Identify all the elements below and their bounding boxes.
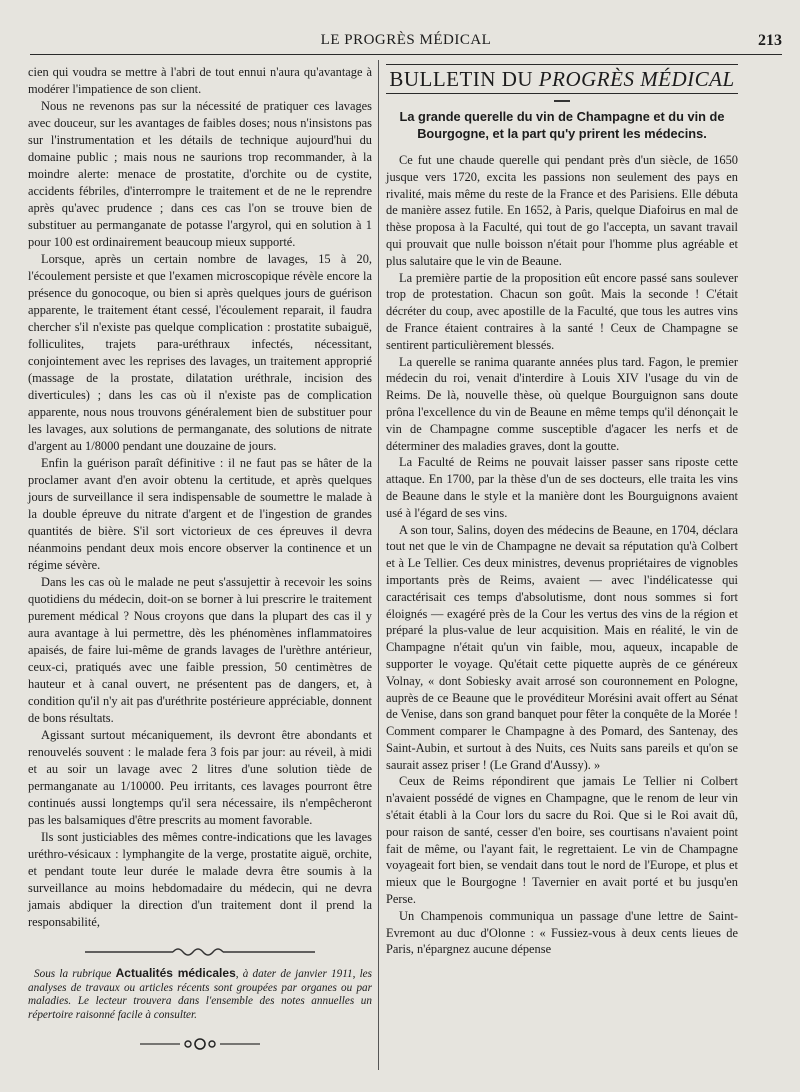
page-header (30, 32, 782, 55)
paragraph: La première partie de la proposition eût encore passé sans soulever trop de protestation. Chacun son goût. Mais la seconde ! C'était décréter du coup, avec apostille de la Faculté, que tous les autres vins de France étaient contraires à la santé ! Ceux de Champagne se sentirent particulièrement blessés. (386, 270, 738, 352)
wave-ornament-icon (85, 945, 315, 959)
bulletin-heading (386, 64, 738, 94)
paragraph: Ils sont justiciables des mêmes contre-indications que les lavages uréthro-vésicaux : lymphangite de la verge, prostatite aiguë, orchite, et pendant toute leur durée le malade devra être soumis à la surveillance au moins hebdomadaire du médecin, qui ne devra jamais abdiquer la direction d'un traitement dont il prend la responsabilité, (28, 830, 372, 929)
paragraph: Agissant surtout mécaniquement, ils devront être abondants et renouvelés souvent : le malade fera 3 fois par jour: au réveil, à midi et au soir un lavage avec 2 litres d'une solution tiède de permanganate au 1/10000. Peu irritants, ces lavages pourront être continués aussi longtemps qu'il sera nécessaire, ils n'empêcheront pas les balsamiques d'être prescrits au moment favorable. (28, 728, 372, 827)
paragraph: La querelle se ranima quarante années plus tard. Fagon, le premier médecin du roi, venait d'interdire à Louis XIV l'usage du vin de Reims. De là, nouvelle thèse, où quelque Bourguignon sans doute prôna l'excellence du vin de Beaune en même temps qu'il dénonçait le vin de Champagne comme susceptible d'agacer les nerfs et de déterminer des maladies graves, dont la goutte. (386, 354, 738, 453)
floral-ornament-icon (140, 1036, 260, 1052)
editorial-note (28, 967, 372, 1022)
paragraph: La Faculté de Reims ne pouvait laisser passer sans riposte cette attaque. En 1700, par la thèse d'un de ses docteurs, elle traita les vins de Beaune dans le style et la manière dont les Bourguignons avaient usé à l'égard de ses vins. (386, 455, 738, 520)
paragraph: Ce fut une chaude querelle qui pendant près d'un siècle, de 1650 jusque vers 1720, excita les passions non seulement des pays en rivalité, mais même du reste de la France et des Parisiens. Elle débuta de manière assez futile. En 1652, à Paris, quelque Diafoirus en mal de thèse proposa à la Faculté, qui tout de go l'accepta, un savant travail qui prouvait que nulle boisson n'était pour l'homme plus agréable et plus salutaire que le vin de Beaune. (386, 153, 738, 268)
left-column (28, 64, 372, 1052)
paragraph: Nous ne revenons pas sur la nécessité de pratiquer ces lavages avec douceur, sur les avantages de faibles doses; nous n'insistons pas sur l'instrumentation et les détails de technique aujourd'hui du domaine public ; mais nous ne saurions trop recommander, à la moindre alerte: menace de prostatite, d'orchite ou de cystite, accidents fébriles, d'interrompre le traitement et de ne le reprendre après qu'avec prudence ; dans ces cas l'on se trouve bien de substituer au permanganate de potasse l'argyrol, qui en solution à 1 pour 100 est ordinairement beaucoup mieux supporté. (28, 99, 372, 249)
right-column (386, 64, 738, 958)
running-title: LE PROGRÈS MÉDICAL (320, 32, 492, 48)
column-divider (378, 60, 379, 1070)
paragraph: Enfin la guérison paraît définitive : il ne faut pas se hâter de la proclamer avant d'en avoir obtenu la certitude, et après quelques jours de surveillance il sera indispensable de soumettre le malade à la double épreuve du nitrate d'argent et de l'ingestion de grandes quantités de bière. S'il sort victorieux de ces épreuves il devra néanmoins pendant deux mois encore observer la continence et un régime sévère. (28, 456, 372, 572)
bulletin-heading-prefix: BULLETIN DU (389, 67, 539, 91)
paragraph: A son tour, Salins, doyen des médecins de Beaune, en 1704, déclara tout net que le vin de Champagne ne devait sa réputation qu'à Colbert et à Le Tellier. Ces deux ministres, devenus propriétaires de vignobles importants près de Reims, avaient — avec l'indélicatesse qui caractérisait ces temps d'absolutisme, dont nous sommes si fort éloignés — exagéré près de la Cour les vertus des vins de la région et préparé la plus-value de leur acquisition. Mais en réalité, le vin de Champagne n'était qu'un vin faible, mou, aqueux, incapable de supporter le voyage. Qu'était cette piquette auprès de ce généreux Volnay, « dont Sobiesky avait arrosé son couronnement en Pologne, auprès de ce Beaune que le provéditeur Morésini avait offert au Sénat de Venise, dans son grand banquet pour fêter la conquête de la Morée ! Comment comparer le Champagne à des Pomard, des Santenay, des Saint-Aubin, et surtout à des Nuits, ces Nuits sans pareils et qu'on se saurait assez priser ! (Le Grand d'Aussy). » (386, 522, 738, 772)
paragraph: Un Champenois communiqua un passage d'une lettre de Saint-Evremont au duc d'Olonne : « Fussiez-vous à deux cents lieues de Paris, n'épargnez aucune dépense (386, 908, 738, 957)
article-title: La grande querelle du vin de Champagne et du vin de Bourgogne, et la part qu'y prirent les médecins. (399, 109, 725, 141)
page-number: 213 (758, 32, 782, 49)
paragraph: Lorsque, après un certain nombre de lavages, 15 à 20, l'écoulement persiste et que l'examen microscopique révèle encore la présence du gonocoque, ou bien si après quelques jours de guérison apparente, le traitement étant cessé, l'écoulement reparait, il faudra chercher s'il n'existe pas quelque complication : prostatite subaiguë, folliculites, trajets para-uréthraux infectés, nécessitant, conjointement avec les reprises des lavages, un traitement approprié (massage de la prostate, dilatation uréthrale, incision des diverticules) ; dans les cas où il n'existe pas de complication apparente, nous nous trouvons généralement bien de substituer pour les lavages, aux solutions de permanganate, des solutions de nitrate d'argent au 1/8000 pendant une douzaine de jours. (28, 252, 372, 453)
note-text-after: , à dater de janvier 1911, les analyses de travaux ou articles récents sont groupées par organes ou par maladies. Le lecteur trouvera dans l'ensemble des notes annuelles un répertoire raisonné facile à consulter. (28, 968, 372, 1021)
paragraph: Ceux de Reims répondirent que jamais Le Tellier ni Colbert n'avaient possédé de vignes en Champagne, que le renom de leur vin s'était établi à la Cour lors du sacre du Roi. Que si le Roi avait dû, pour raison de santé, cesser d'en boire, ses courtisans n'avaient point fait de même, ou l'ayant fait, le regrettaient. Le vin de Champagne voyageait fort bien, se vendait dans tout le nord de l'Europe, et plus et mieux que le Bourgogne ! Tavernier en avait porté et bu jusqu'en Perse. (386, 774, 738, 907)
bulletin-heading-journal: PROGRÈS MÉDICAL (538, 67, 735, 91)
paragraph: cien qui voudra se mettre à l'abri de tout ennui n'aura qu'avantage à modérer l'impatience de son client. (28, 65, 372, 96)
note-text-before: Sous la rubrique (34, 968, 116, 980)
short-rule (554, 100, 570, 102)
paragraph: Dans les cas où le malade ne peut s'assujettir à recevoir les soins quotidiens du médecin, doit-on se borner à lui prescrire le traitement purement médical ? Nous croyons que dans la plupart des cas il y aura avantage à lui permettre, dès les phénomènes inflammatoires apaisés, de faire lui-même de grands lavages de l'urèthre antérieur, ceux-ci, pratiqués avec une faible pression, 50 centimètres de hauteur et à canal ouvert, ne présentent pas de dangers, et, à condition qu'il n'y ait pas d'uréthrite postérieure appréciable, donnent de bons résultats. (28, 575, 372, 725)
note-rubric: Actualités médicales (115, 966, 236, 980)
